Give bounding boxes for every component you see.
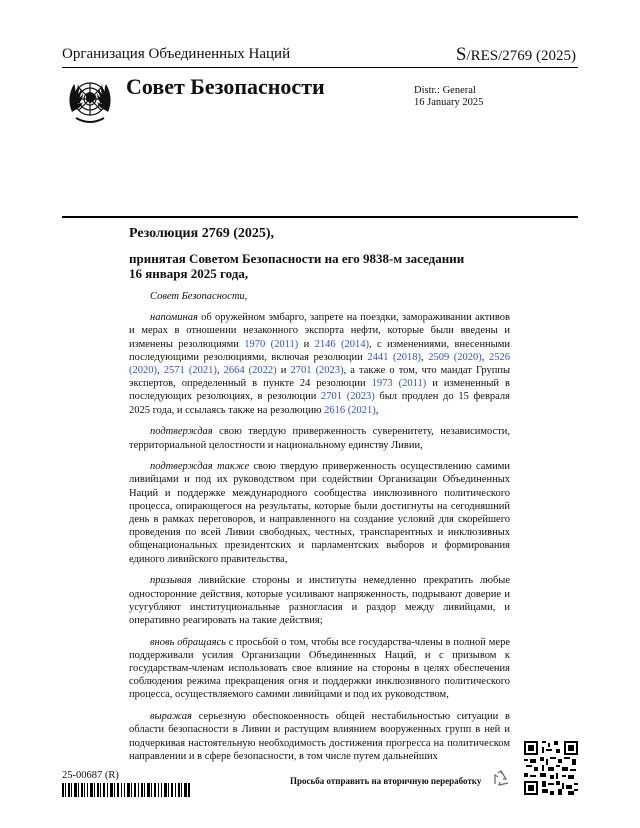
opening-text: Совет Безопасности, bbox=[150, 291, 248, 302]
link-resolution-2571[interactable]: 2571 (2021) bbox=[163, 365, 217, 377]
paragraph-text: , с изменениями, внесенными последующими резолюциями, включая резолюции bbox=[129, 338, 510, 363]
subtitle-line-2: 16 января 2025 года, bbox=[129, 266, 249, 281]
distribution-block bbox=[414, 85, 483, 109]
organization-name: Организация Объединенных Наций bbox=[62, 46, 291, 62]
paragraph-lead: выражая bbox=[150, 711, 192, 723]
link-resolution-1973[interactable]: 1973 (2011) bbox=[371, 378, 427, 390]
connector-text: и bbox=[276, 365, 291, 377]
connector-text: , bbox=[420, 351, 429, 363]
paragraph-recalling bbox=[129, 311, 510, 417]
paragraph-lead: вновь обращаясь bbox=[150, 636, 226, 648]
paragraph-calling bbox=[129, 574, 510, 627]
paragraph-text: ливийские стороны и институты немедленно прекратить любые односторонние действия, которые усиливают напряженность, подрывают доверие и усугубляют институциональные разногласия и раздор между ливийцами, и оперативно реагировать на такие действия; bbox=[129, 575, 510, 626]
issue-date: 16 January 2025 bbox=[414, 97, 484, 108]
connector-text: , bbox=[157, 365, 164, 377]
subtitle-line-1: принятая Советом Безопасности на его 9838-м заседании bbox=[129, 251, 465, 266]
recycle-icon bbox=[490, 768, 512, 790]
header-rule bbox=[62, 67, 578, 68]
paragraph-text: , а также о том, что мандат Группы экспертов, определенный в пункте 24 резолюции bbox=[129, 365, 511, 390]
qr-code-icon bbox=[524, 741, 578, 795]
title-rule bbox=[62, 216, 578, 218]
paragraph-text: был продлен до 15 февраля 2025 года, и ссылаясь также на резолюцию bbox=[129, 391, 510, 416]
connector-text: , bbox=[481, 351, 490, 363]
link-resolution-2664[interactable]: 2664 (2022) bbox=[223, 365, 277, 377]
paragraph-reaffirming-also bbox=[129, 460, 510, 566]
barcode-icon bbox=[62, 783, 190, 797]
document-number: 25-00687 (R) bbox=[62, 770, 119, 781]
link-resolution-2701[interactable]: 2701 (2023) bbox=[290, 365, 344, 377]
paragraph-requesting bbox=[129, 636, 510, 702]
paragraph-reaffirming bbox=[129, 425, 510, 451]
paragraph-expressing bbox=[129, 710, 510, 763]
paragraph-text: с просьбой о том, чтобы все государства-члены в полной мере поддерживали усилия Организации Объединенных Наций, и с призывом к государствам-членам использовать свое влияние на стороны в целях обеспечения соблюдения режима прекращения огня и поддержки инклюзивного политического процесса, осуществляемого самими ливийцами и под их руководством, bbox=[129, 636, 510, 701]
link-resolution-1970[interactable]: 1970 (2011) bbox=[244, 338, 299, 350]
link-resolution-2616[interactable]: 2616 (2021) bbox=[324, 404, 376, 416]
paragraph-lead: подтверждая bbox=[150, 426, 213, 438]
document-symbol bbox=[456, 44, 576, 66]
un-emblem-icon bbox=[62, 72, 118, 128]
paragraph-end: , bbox=[375, 404, 379, 416]
distribution: Distr.: General bbox=[414, 85, 476, 96]
connector-text: и bbox=[298, 338, 315, 350]
council-name: Совет Безопасности bbox=[126, 74, 325, 99]
paragraph-lead: подтверждая также bbox=[150, 461, 250, 473]
symbol-number: /RES/2769 (2025) bbox=[466, 48, 576, 64]
link-resolution-2441[interactable]: 2441 (2018) bbox=[367, 351, 421, 363]
paragraph-text: свою твердую приверженность суверенитету, независимости, территориальной целостности и национальному единству Ливии, bbox=[129, 426, 510, 451]
resolution-title: Резолюция 2769 (2025), bbox=[129, 226, 275, 241]
recycle-note: Просьба отправить на вторичную переработку bbox=[290, 776, 482, 786]
resolution-subtitle bbox=[129, 251, 489, 281]
paragraph-text: свою твердую приверженность осуществлению самими ливийцами и под их руководством при содействии Организации Объединенных Наций и поддержке международного сообщества инклюзивного политического процесса, опирающегося на результаты, которые были достигнуты на сегодняшний день в рамках переговоров, и направленного на создание условий для скорейшего проведения по всей Ливии свободных, честных, транспарентных и инклюзивных общенациональных президентских и парламентских выборов и формирования единого ливийского правительства, bbox=[129, 461, 510, 565]
connector-text: , bbox=[216, 365, 224, 377]
paragraph-text: и измененный в последующих резолюциях, в резолюции bbox=[129, 378, 510, 403]
paragraph-text: об оружейном эмбарго, запрете на поездки, замораживании активов и мерах в отношении незаконного экспорта нефти, которые были введены и изменены резолюциями bbox=[129, 312, 510, 350]
link-resolution-2526[interactable]: 2526 (2020) bbox=[129, 351, 511, 377]
paragraph-lead: призывая bbox=[150, 575, 192, 587]
link-resolution-2146[interactable]: 2146 (2014) bbox=[314, 338, 369, 350]
link-resolution-2509[interactable]: 2509 (2020) bbox=[428, 351, 482, 363]
symbol-letter: S bbox=[455, 44, 467, 65]
paragraph-lead: напоминая bbox=[150, 312, 198, 324]
paragraph-text: серьезную обеспокоенность общей нестабильностью ситуации в области безопасности в Ливии и растущим влиянием вооруженных групп в ней и подчеркивая настоятельную необходимость достижения прогресса на политическом направлении и в сфере безопасности, в том числе путем дальнейших bbox=[129, 711, 510, 762]
link-resolution-2701-second[interactable]: 2701 (2023) bbox=[321, 391, 375, 403]
resolution-body bbox=[129, 290, 510, 772]
opening-line bbox=[129, 290, 510, 303]
